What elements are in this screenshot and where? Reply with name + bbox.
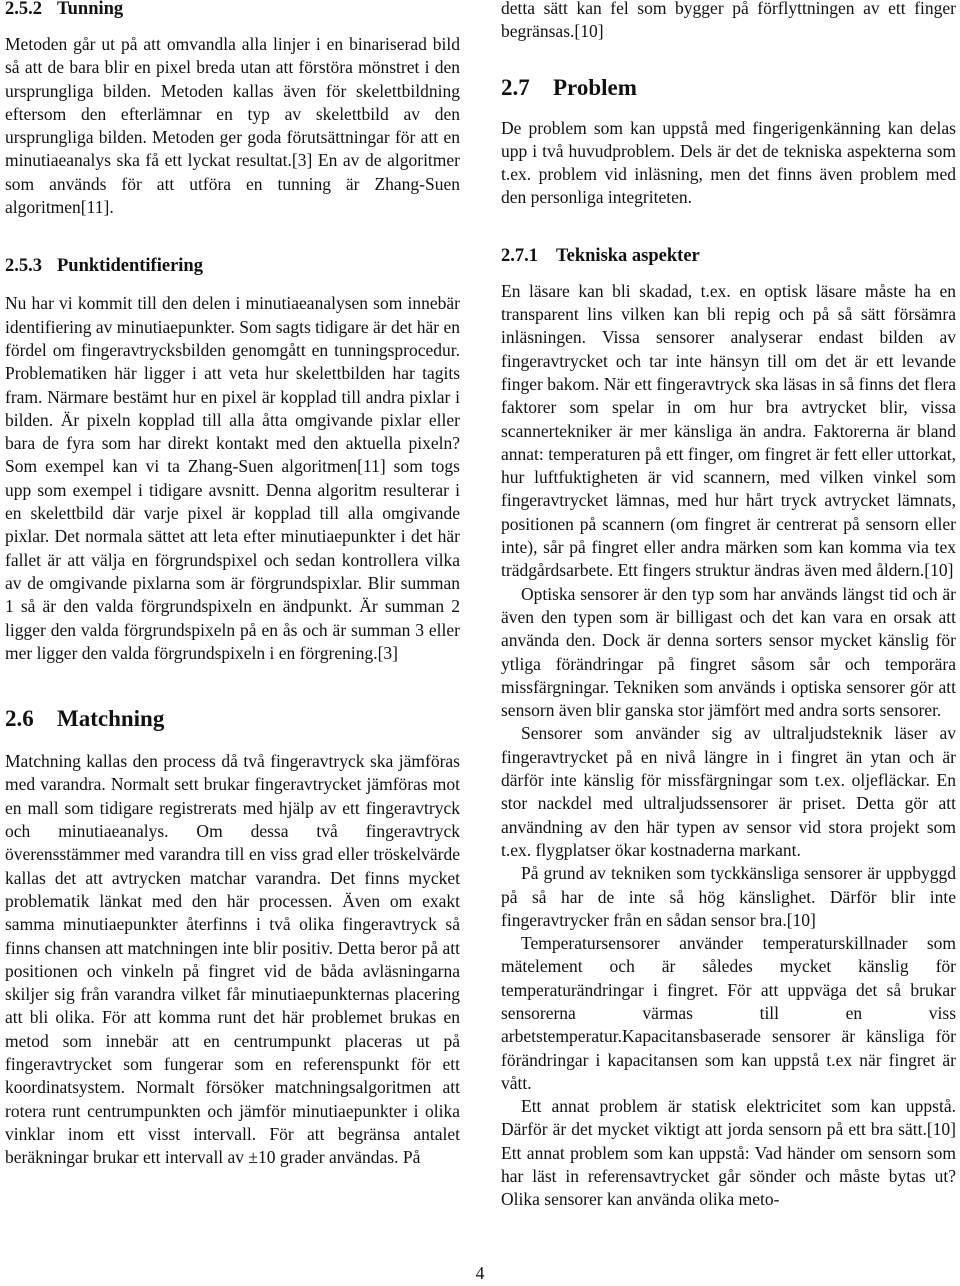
body-paragraph: Temperatursensorer använder temperaturskillnader som mätelement och är således mycket känslig för temperaturändringar i fingret. För att uppväga det så brukar sensorerna värmas till en viss arbetstemperatur.Kapacitansbaserade sensorer är känsliga för förändringar i kapacitansen som kan uppstå t.ex när fingret är vått. xyxy=(501,933,956,1093)
page-number: 4 xyxy=(475,1263,485,1283)
section-heading-2-5-2 xyxy=(5,0,460,21)
section-title: Punktidentifiering xyxy=(57,256,203,277)
section-title: Matchning xyxy=(57,706,165,732)
body-paragraph: Nu har vi kommit till den delen i minutiaeanalysen som innebär identifiering av minutiaepunkter. Som sagts tidigare är det här en fördel om fingeravtrycksbilden genomgått en tunningsprocedur. Problematiken här ligger i att veta hur skelettbilden har tagits fram. Närmare bestämt hur en pixel är kopplad till andra pixlar i bilden. Är pixeln kopplad till alla åtta omgivande pixlar eller bara de fyra som har direkt kontakt med den aktuella pixeln? Som exempel kan vi ta Zhang-Suen algoritmen[11] som togs upp som exempel i tidigare avsnitt. Denna algoritm resulterar i en skelettbild där varje pixel är kopplad till alla omgivande pixlar. Det normala sättet att leta efter minutiaepunkter i det här fallet är att välja en förgrundspixel och sedan kontrollera vilka av de omgivande pixlarna som är förgrundspixlar. Blir summan 1 så är den valda förgrundspixeln en ändpunkt. Är summan 2 ligger den valda förgrundspixeln på en ås och är summan 3 eller mer ligger den valda förgrundspixeln i en förgrening.[3] xyxy=(5,293,460,663)
section-number: 2.5.2 xyxy=(5,0,42,19)
section-title: Tekniska aspekter xyxy=(556,245,700,266)
section-heading-2-7-1 xyxy=(501,244,956,268)
body-paragraph: Optiska sensorer är den typ som har används längst tid och är även den typen som är billigast och det kan vara en orsak att använda den. Dock är denna sorters sensor mycket känslig för ytliga förändringar på fingret såsom sår och temporära missfärgningar. Tekniken som används i optiska sensorer gör att sensorn även blir ganska stor jämfört med andra sorts sensorer. xyxy=(501,583,956,721)
body-paragraph: Sensorer som använder sig av ultraljudsteknik läser av fingeravtrycket på en nivå längre in i fingret än ytan och är därför inte känslig för missfärgningar som t.ex. oljefläckar. En stor nackdel med ultraljudssensorer är priset. Detta gör att användning av den här typen av sensor vid stora projekt som t.ex. flygplatser ökar kostnaderna markant. xyxy=(501,723,956,860)
section-title: Problem xyxy=(553,74,637,100)
body-paragraph: Metoden går ut på att omvandla alla linjer i en binariserad bild så att de bara blir en pixel breda utan att förstöra mönstret i den ursprungliga bilden. Metoden kallas även för skelettbildning eftersom den efterlämnar en typ av skelettbild av den ursprungliga bilden. Metoden ger goda förutsättningar för att en minutiaeanalys ska få ett lyckat resultat.[3] En av de algoritmer som används för att utföra en tunning är Zhang-Suen algoritmen[11]. xyxy=(5,34,460,218)
section-number: 2.7 xyxy=(501,74,530,100)
body-paragraph: Ett annat problem är statisk elektricitet som kan uppstå. Därför är det mycket viktigt att jorda sensorn på ett bra sätt.[10] Ett annat problem som kan uppstå: Vad händer om sensorn som har läst in referensavtrycket går sönder och måste bytas ut? Olika sensorer kan använda olika meto- xyxy=(501,1096,956,1210)
section-number: 2.6 xyxy=(5,706,34,732)
body-paragraph: En läsare kan bli skadad, t.ex. en optisk läsare måste ha en transparent lins vilken kan bli repig och på så sätt försämra inläsningen. Vissa sensorer analyserar endast bilden av fingeravtrycket och tar inte hänsyn till om det är ett levande finger bakom. När ett fingeravtryck ska läsas in så finns det flera faktorer som spelar in om hur bra avtrycket blir, vissa scannertekniker är mer känsliga än andra. Faktorerna är bland annat: temperaturen på ett finger, om fingret är fett eller uttorkat, hur luftfuktigheten är vid scannern, med vilken vinkel som fingeravtrycket lämnas, med hur hårt tryck avtrycket lämnats, positionen på scannern (om fingret är centrerat på sensorn eller inte), sår på fingret eller andra märken som kan komma via tex trädgårdsarbete. Ett fingers struktur ändras även med åldern.[10] xyxy=(501,280,956,581)
right-column xyxy=(501,0,956,1212)
section-heading-2-6 xyxy=(5,705,460,733)
continued-paragraph: detta sätt kan fel som bygger på förflyttningen av ett finger begränsas.[10] xyxy=(501,0,956,42)
section-title: Tunning xyxy=(57,0,124,19)
body-paragraph: På grund av tekniken som tyckkänsliga sensorer är uppbyggd på så har de inte så hög känslighet. Därför blir inte fingeravtrycker från en sådan sensor bra.[10] xyxy=(501,863,956,930)
section-number: 2.7.1 xyxy=(501,245,538,266)
body-paragraph: De problem som kan uppstå med fingerigenkänning kan delas upp i två huvudproblem. Dels är det de tekniska aspekterna som t.ex. problem vid inläsning, men det finns även problem med den personliga integriteten. xyxy=(501,117,956,208)
section-heading-2-7 xyxy=(501,74,956,102)
section-heading-2-5-3 xyxy=(5,254,460,278)
body-paragraph: Matchning kallas den process då två fingeravtryck ska jämföras med varandra. Normalt sett brukar fingeravtrycket jämföras mot en mall som tidigare registrerats med hjälp av ett fingeravtryck och minutiaeanalys. Om dessa två fingeravtryck överensstämmer med varandra till en viss grad eller tröskelvärde kallas det att avtrycken matchar varandra. Det finns mycket problematik länkat med den här processen. Även om exakt samma minutiaepunkter återfinns i två olika fingeravtryck så finns chansen att matchningen inte blir positiv. Detta beror på att positionen och vinkeln på fingret vid de båda avläsningarna skiljer sig från varandra vilket får minutiaepunkternas placering att bli olika. För att komma runt det här problemet brukas en metod som innebär att en centrumpunkt placeras ut på fingeravtrycket som fungerar som en referenspunkt för ett koordinatsystem. Normalt försöker matchningsalgoritmen att rotera runt centrumpunkten och jämför minutiaepunkter i olika vinklar inom ett visst intervall. För att begränsa antalet beräkningar brukar ett intervall av ±10 grader användas. På xyxy=(5,751,460,1168)
left-column xyxy=(5,0,460,1169)
section-number: 2.5.3 xyxy=(5,256,42,277)
